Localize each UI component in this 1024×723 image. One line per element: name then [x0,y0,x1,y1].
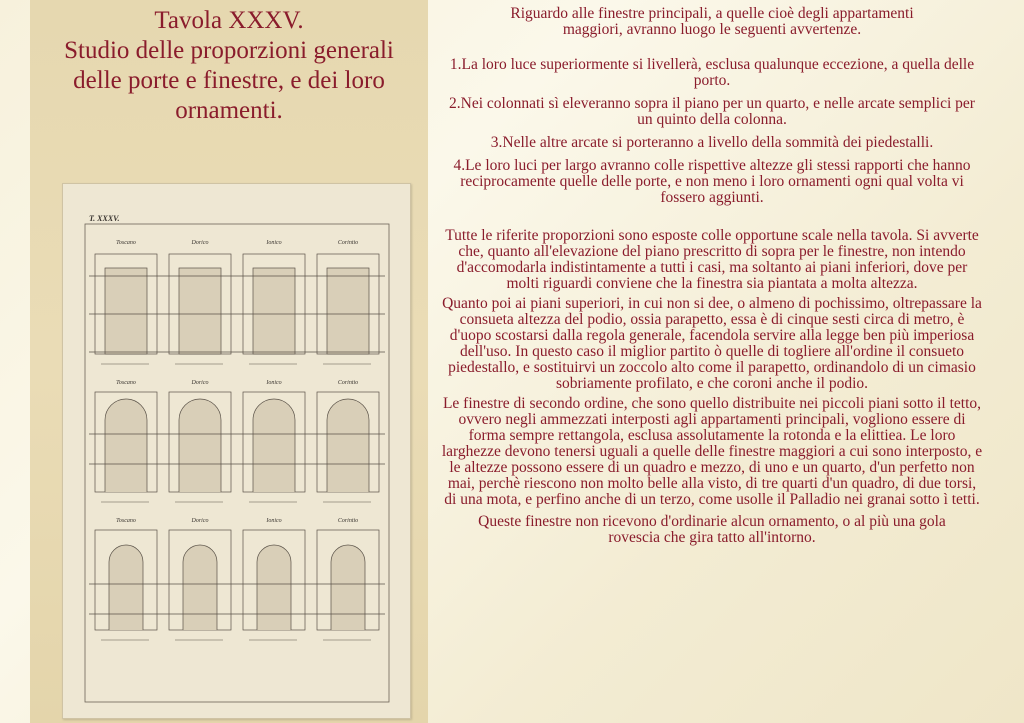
order-label: Toscano [116,518,136,524]
order-label: Dorico [191,518,209,524]
order-label: Ionico [266,240,282,246]
title-line: Tavola XXXV. [154,7,304,34]
order-label: Toscano [116,240,136,246]
paragraph-rule-1: 1.La loro luce superiormente si livellerà, esclusa qualunque eccezione, a quella delle porto. [449,56,975,89]
order-label: Dorico [191,240,209,246]
paragraph-proportions: Tutte le riferite proporzioni sono esposte colle opportune scale nella tavola. Si avverte che, quanto all'elevazione del piano prescritto di sopra per le finestre, non intendo d'accomodarla indistintamente a tutti i casi, ma soltanto ai piani inferiori, dove per molti riguardi conviene che la finestra sia piantata a molta altezza. [445,227,979,292]
paragraph-second-order: Le finestre di secondo ordine, che sono quello distribuite nei piccoli piani sotto il tetto, ovvero negli ammezzati interposti agli appartamenti principali, vogliono essere di forma sempre rettangola, esclusa assolutamente la rotonda e la elittiea. Le loro larghezze devono tenersi uguali a quelle delle finestre maggiori a cui sono interposto, e le altezze possono essere di un quadro e mezzo, di uno e un quarto, d'un perfetto non mai, perchè riescono non molto belle alla visto, di tre quarti d'un quadro, di due torsi, di una mota, e perfino anche di un terzo, come usolle il Palladio nei granai sotto ì tetti. [441,395,983,508]
paragraph-rule-4: 4.Le loro luci per largo avranno colle rispettive altezze gli stessi rapporti che hanno reciprocamente quelle delle porte, e non meno i loro ornamenti ogni qual volta vi fossero aggiunti. [453,157,971,206]
title-line: Studio delle proporzioni generali [64,37,394,64]
paragraph-intro: Riguardo alle finestre principali, a quelle cioè degli appartamenti maggiori, avranno luogo le seguenti avvertenze. [510,5,914,38]
plate-drawing [63,184,410,718]
title-line: ornamenti. [175,97,283,124]
title-line: delle porte e finestre, e dei loro [73,67,385,94]
paragraph-rule-3: 3.Nelle altre arcate si porteranno a livello della sommità dei piedestalli. [490,134,934,151]
order-label: Ionico [266,518,282,524]
architectural-plate-image [62,183,411,719]
body-text [436,0,988,546]
order-label: Ionico [266,380,282,386]
plate-label: T. XXXV. [89,214,120,223]
order-label: Toscano [116,380,136,386]
paragraph-upper-floors: Quanto poi ai piani superiori, in cui non si dee, o almeno di pochissimo, oltrepassare la consueta altezza del podio, ossia parapetto, essa è di cinque sesti circa di metro, è d'uopo scostarsi dalla regola generale, facendola servire alla legge ben più imperiosa dell'uso. In questo caso il miglior partito ò quelle di togliere all'ordine il consueto piedestallo, e sostituirvi un zoccolo alto come il parapetto, ordinandolo di un cimasio sobriamente profilato, e che coroni anche il podio. [442,295,982,392]
order-label: Corintio [337,240,359,246]
paragraph-ornament: Queste finestre non ricevono d'ordinarie alcun ornamento, o al più una gola rovescia che gira tatto all'intorno. [478,513,946,546]
plate-title [30,6,428,126]
order-label: Dorico [191,380,209,386]
order-label: Corintio [337,380,359,386]
order-label: Corintio [337,518,359,524]
paragraph-rule-2: 2.Nei colonnati sì eleveranno sopra il piano per un quarto, e nelle arcate semplici per un quinto della colonna. [449,95,975,128]
